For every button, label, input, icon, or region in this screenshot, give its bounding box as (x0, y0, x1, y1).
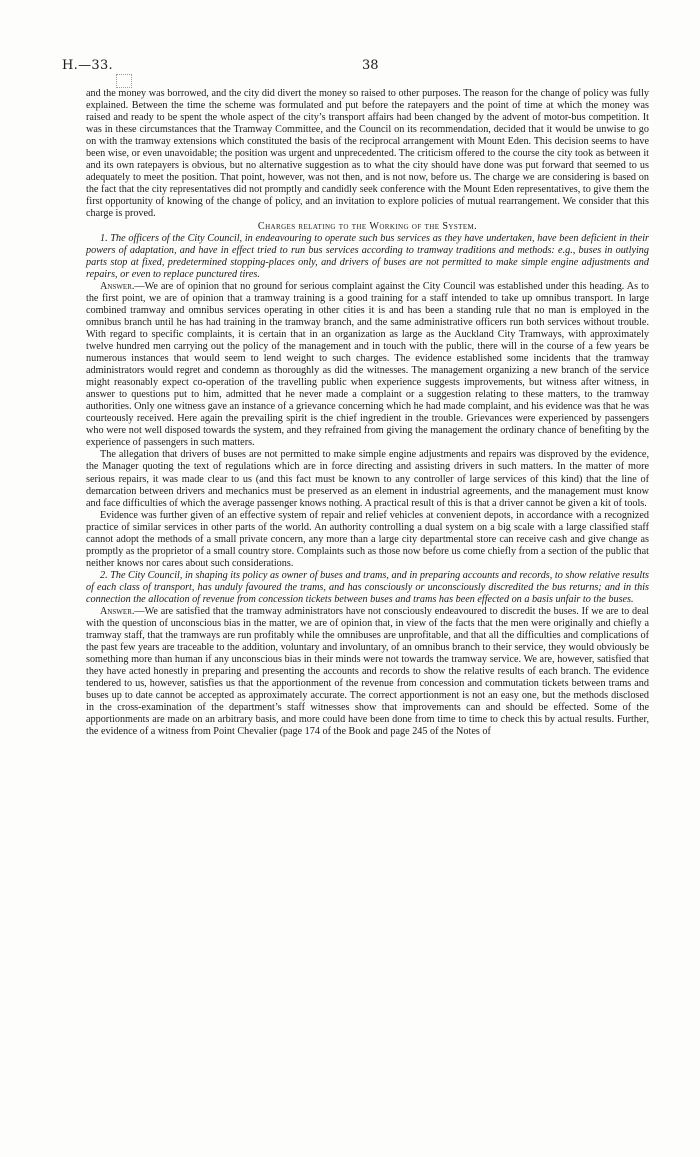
document-body (86, 88, 649, 739)
charge-1: 1. The officers of the City Council, in endeavouring to operate such bus services as they have undertaken, have been deficient in their powers of adaptation, and have in effect tried to run bus services according to tramway traditions and methods: e.g., buses in outlying parts stop at fixed, predetermined stopping-places only, and drivers of buses are not permitted to make simple engine adjustments and repairs, or even to replace punctured tires. (86, 232, 649, 280)
answer-1-depots: Evidence was further given of an effective system of repair and relief vehicles at convenient depots, in accordance with a recognized practice of similar services in other parts of the world. An authority controlling a dual system on a big scale with a large classified staff cannot adopt the methods of a small private concern, any more than a large city departmental store can receive cash and give change as promptly as the proprietor of a small country store. Complaints such as those now before us come chiefly from a section of the public that neither knows nor cares about such considerations. (86, 509, 649, 569)
answer-1-repairs: The allegation that drivers of buses are not permitted to make simple engine adjustments and repairs was disproved by the evidence, the Manager quoting the text of regulations which are in force directing and assisting drivers in such matters. In the matter of more serious repairs, it was made clear to us (and this fact must be known to any controller of large services of this kind) that the line of demarcation between drivers and mechanics must be preserved as an element in industrial agreements, and the management must know and face difficulties of which the average passenger knows nothing. A practical result of this is that a driver cannot be given a kit of tools. (86, 449, 649, 509)
answer-label: Answer. (100, 280, 135, 292)
answer-label: Answer. (100, 606, 135, 618)
paragraph-mount-eden: and the money was borrowed, and the city did divert the money so raised to other purposes. The reason for the change of policy was fully explained. Between the time the scheme was formulated and put before the ratepayers and the point of time at which the money was raised and ready to be spent the whole aspect of the city’s transport affairs had been changed by the advent of motor-bus competition. It was in these circumstances that the Tramway Committee, and the Council on its recommendation, decided that it would be unwise to go on with the tramway extensions which constituted the basis of the reciprocal arrangement with Mount Eden. This decision seems to have been wise, or even unavoidable; the position was urgent and unprecedented. The criticism offered to the course the city took as between it and its own ratepayers is obvious, but no alternative suggestion as to what the city should have done was put forward that seemed to us adequately to meet the position. That point, however, was not then, and is not now, before us. The charge we are considering is based on the fact that the city representatives did not promptly and candidly seek conference with the Mount Eden representatives, to give them the first opportunity of knowing of the change of policy, and an invitation to explore policies of mutual rearrangement. We consider that this charge is proved. (86, 88, 649, 220)
section-title: Charges relating to the Working of the System. (257, 220, 478, 232)
answer-1-text: —We are of opinion that no ground for serious complaint against the City Council was established under this heading. As to the first point, we are of opinion that a tramway training is a good training for a staff intended to take up omnibus transport. In large combined tramway and omnibus services operating in other cities it is and has been a standing rule that no man is employed in the omnibus branch until he has had training in the tramway branch, and the same administrative officers run both services without trouble. With regard to specific complaints, it is certain that in an organization as large as the Auckland City Tramways, with approximately twelve hundred men carrying out the policy of the management and in touch with the public, there will in the course of a few years be numerous instances that would seem to lend weight to such charges. The evidence established some incidents that the tramway administrators would regret and condemn as thoroughly as did the witnesses. The management organizing a new branch of the service might reasonably expect co-operation of the travelling public when experience suggests improvements, but witness after witness, in answer to questions put to him, admitted that he never made a complaint or a suggestion relating to these matters, to the tramway authorities. Only one witness gave an instance of a grievance concerning which he had made complaint, and his evidence was that he was courteously received. Here again the prevailing spirit is the chief ingredient in the trouble. Grievances were experienced by passengers who were not well disposed towards the system, and they refrained from giving the management the ordinary chance of benefiting by the experience of passengers in such matters. (86, 280, 649, 449)
page-header (62, 58, 640, 74)
document-id: H.—33. (62, 58, 113, 73)
answer-2-paragraph (86, 606, 649, 739)
answer-1-paragraph (86, 281, 649, 450)
archive-stamp-icon (116, 74, 132, 88)
page-number: 38 (362, 58, 379, 73)
answer-2-text: —We are satisfied that the tramway administrators have not consciously endeavoured to discredit the buses. If we are to deal with the question of unconscious bias in the matter, we are of opinion that, in view of the facts that the men were originally and chiefly a tramway staff, that the tramways are run profitably while the omnibuses are unprofitable, and that all the difficulties and complications of the past few years are traceable to the addition, voluntary and involuntary, of an omnibus branch to their service, they would obviously be something more than human if any unconscious bias in their minds were not towards the tramway service. We are, however, satisfied that they have acted honestly in preparing and presenting the accounts and records to show the relative results of each branch. The evidence tendered to us, however, satisfies us that the apportionment of the revenue from concession and commutation tickets between trams and buses up to date cannot be accepted as approximately accurate. The correct apportionment is not an easy one, but the methods disclosed in the cross-examination of the department’s staff witnesses show that improvements can and should be effected. Some of the apportionments are made on an arbitrary basis, and more could have been done from time to time to check this by actual results. Further, the evidence of a witness from Point Chevalier (page 174 of the Book and page 245 of the Notes of (86, 606, 649, 738)
charge-2: 2. The City Council, in shaping its policy as owner of buses and trams, and in preparing accounts and records, to show relative results of each class of transport, has unduly favoured the trams, and has consciously or unconsciously discredited the bus returns; and in this connection the allocation of revenue from concession tickets between buses and trams has been effected on a basis unfair to the buses. (86, 569, 649, 605)
